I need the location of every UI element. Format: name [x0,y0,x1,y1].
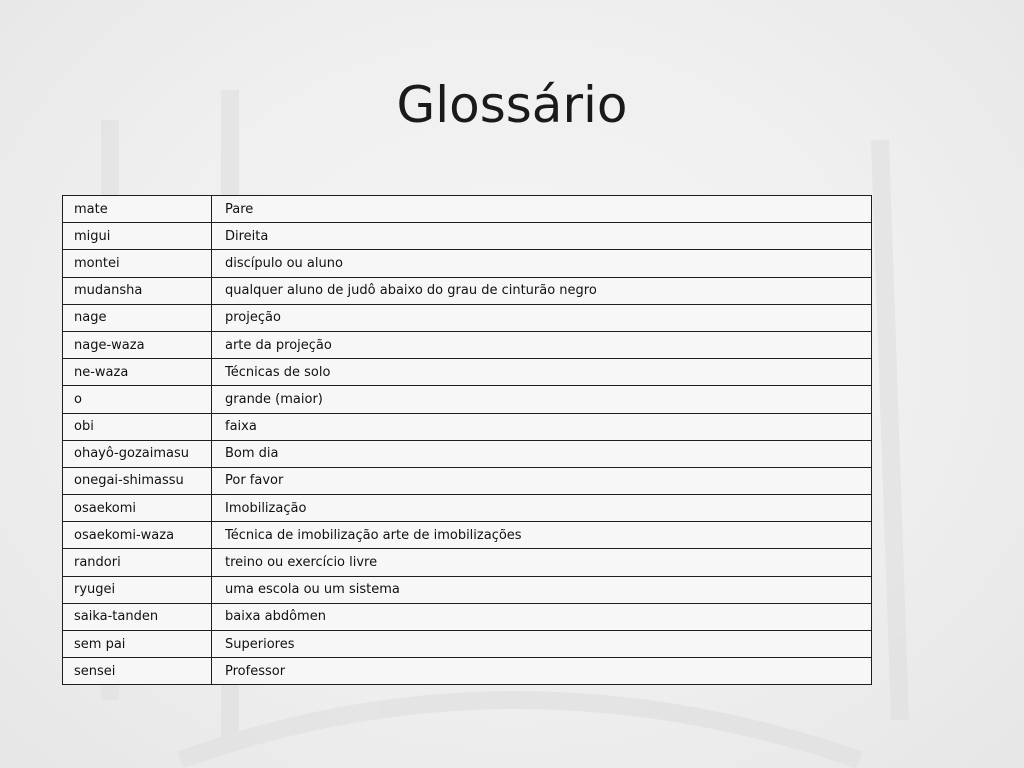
table-row [63,196,872,223]
glossary-definition: Por favor [212,467,872,494]
table-row [63,658,872,685]
table-row [63,631,872,658]
table-row [63,359,872,386]
glossary-definition: Superiores [212,631,872,658]
glossary-term: sensei [63,658,212,685]
glossary-definition: Professor [212,658,872,685]
glossary-definition: arte da projeção [212,331,872,358]
table-row [63,277,872,304]
glossary-term: osaekomi-waza [63,522,212,549]
glossary-term: nage [63,304,212,331]
glossary-term: ryugei [63,576,212,603]
glossary-term: o [63,386,212,413]
glossary-definition: baixa abdômen [212,603,872,630]
table-row [63,495,872,522]
glossary-term: migui [63,223,212,250]
glossary-term: nage-waza [63,331,212,358]
table-row [63,413,872,440]
glossary-definition: Técnicas de solo [212,359,872,386]
glossary-definition: treino ou exercício livre [212,549,872,576]
glossary-term: osaekomi [63,495,212,522]
glossary-definition: Técnica de imobilização arte de imobilizações [212,522,872,549]
table-row [63,250,872,277]
table-row [63,522,872,549]
table-row [63,304,872,331]
glossary-definition: grande (maior) [212,386,872,413]
glossary-definition: Pare [212,196,872,223]
glossary-definition: Direita [212,223,872,250]
table-row [63,440,872,467]
table-row [63,603,872,630]
table-row [63,467,872,494]
glossary-definition: faixa [212,413,872,440]
glossary-term: obi [63,413,212,440]
slide-title: Glossário [396,76,628,134]
glossary-term: randori [63,549,212,576]
glossary-term: sem pai [63,631,212,658]
table-row [63,331,872,358]
table-row [63,223,872,250]
glossary-table-body [63,196,872,685]
glossary-table [62,195,872,685]
glossary-term: ne-waza [63,359,212,386]
glossary-definition: uma escola ou um sistema [212,576,872,603]
glossary-definition: Bom dia [212,440,872,467]
glossary-term: ohayô-gozaimasu [63,440,212,467]
table-row [63,386,872,413]
glossary-term: onegai-shimassu [63,467,212,494]
glossary-definition: discípulo ou aluno [212,250,872,277]
glossary-definition: qualquer aluno de judô abaixo do grau de cinturão negro [212,277,872,304]
table-row [63,576,872,603]
glossary-definition: Imobilização [212,495,872,522]
glossary-definition: projeção [212,304,872,331]
glossary-term: montei [63,250,212,277]
glossary-term: saika-tanden [63,603,212,630]
table-row [63,549,872,576]
glossary-term: mudansha [63,277,212,304]
glossary-term: mate [63,196,212,223]
